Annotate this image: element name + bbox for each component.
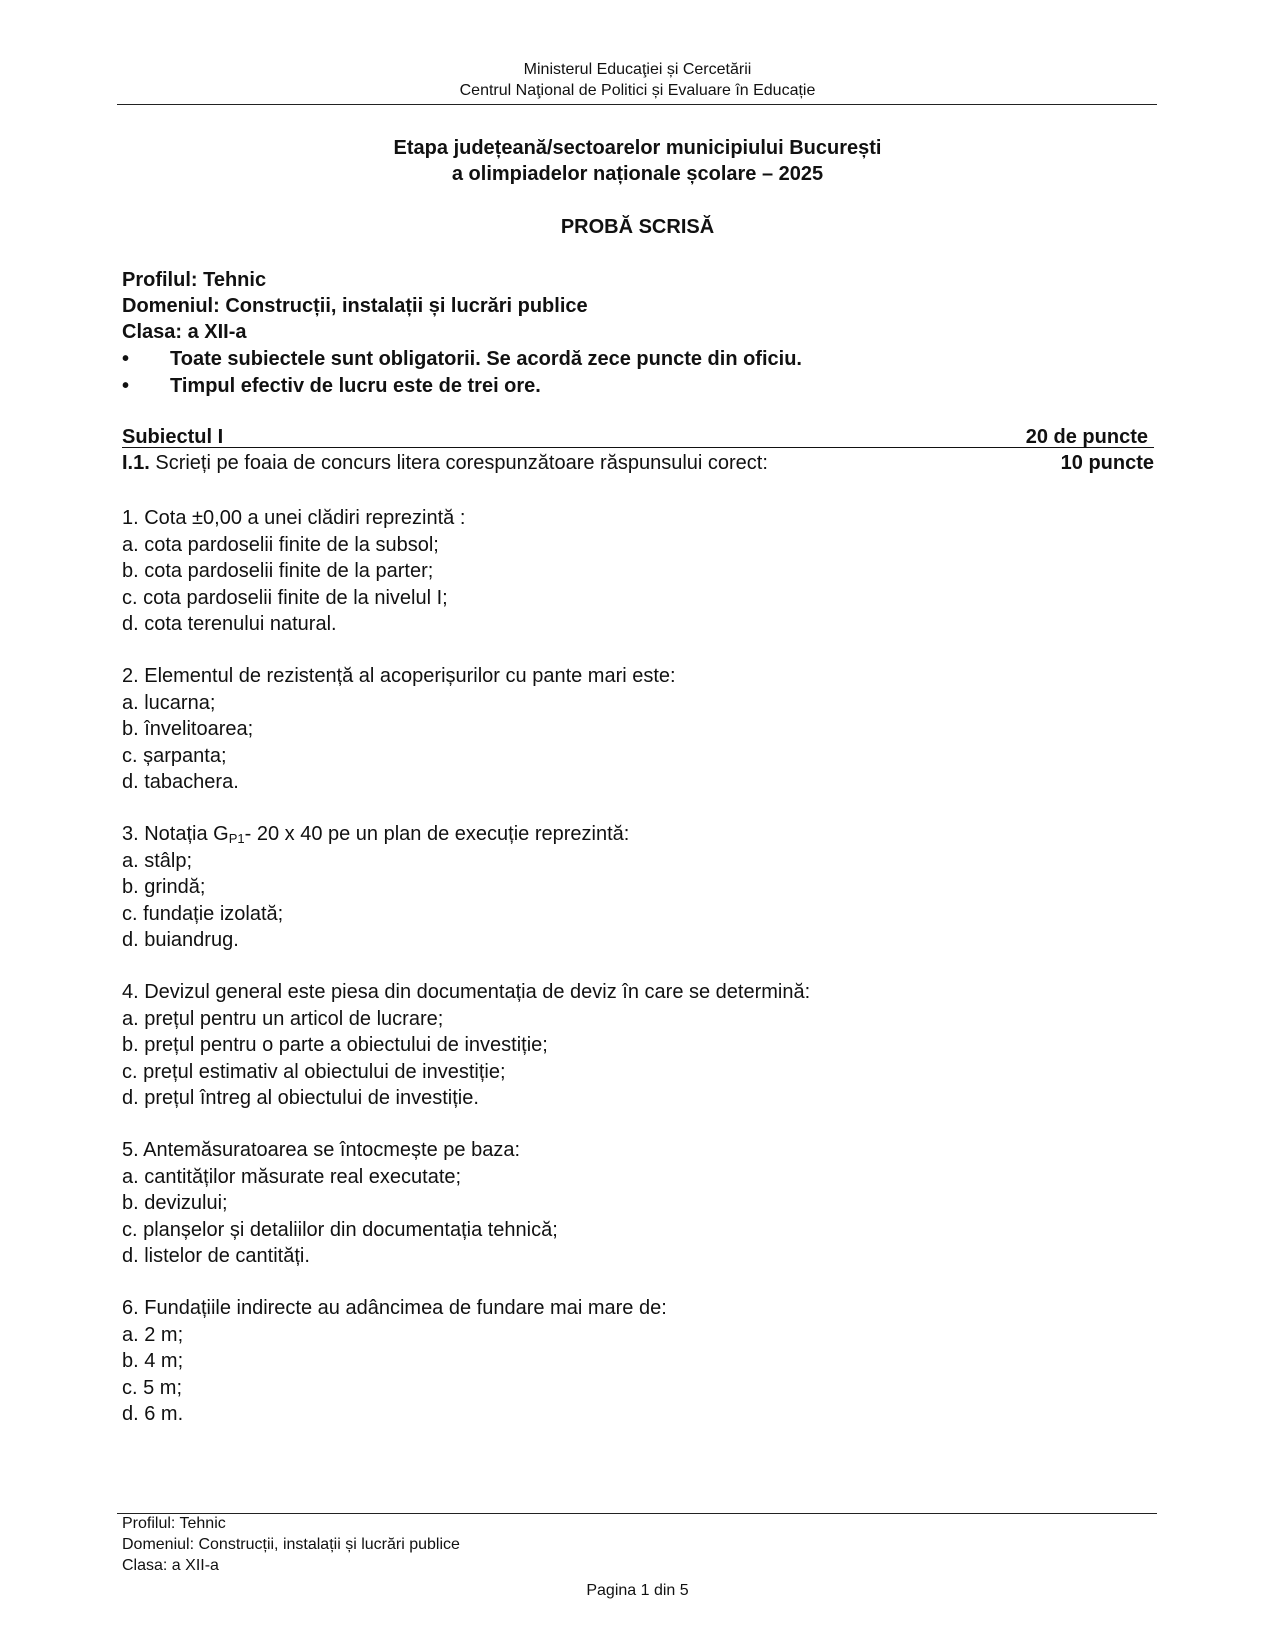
- answer-option: d. prețul întreg al obiectului de investiție.: [122, 1087, 479, 1109]
- bullet-icon: •: [122, 348, 130, 370]
- answer-option: a. stâlp;: [122, 849, 193, 872]
- title-line-2: a olimpiadelor naționale școlare – 2025: [451, 163, 824, 185]
- question-text: 2. Elementul de rezistență al acoperișurilor cu pante mari este:: [122, 665, 676, 687]
- answer-option: b. prețul pentru o parte a obiectului de investiție;: [122, 1034, 548, 1056]
- clasa-label: Clasa: a XII-a: [122, 321, 247, 343]
- footer-clasa: Clasa: a XII-a: [122, 1557, 219, 1574]
- answer-option: a. prețul pentru un articol de lucrare;: [122, 1007, 444, 1030]
- question: [122, 1137, 558, 1270]
- subject-heading: [122, 424, 1154, 450]
- question: [122, 663, 676, 796]
- footer-rule: [117, 1513, 1157, 1514]
- question-text-pre: 3. Notația G: [122, 823, 229, 845]
- answer-option: d. cota terenului natural.: [122, 613, 337, 635]
- question-text: 4. Devizul general este piesa din documentația de deviz în care se determină:: [122, 981, 811, 1003]
- header-rule: [117, 104, 1157, 105]
- item-instruction: [122, 450, 1154, 476]
- answer-option: d. tabachera.: [122, 771, 239, 793]
- answer-option: d. 6 m.: [122, 1403, 184, 1425]
- question-text: 5. Antemăsuratoarea se întocmește pe baza:: [122, 1139, 521, 1161]
- answer-option: c. 5 m;: [122, 1376, 183, 1399]
- question-text-subscript: P1: [228, 831, 245, 846]
- answer-option: a. lucarna;: [122, 691, 216, 714]
- header-center: Centrul Naţional de Politici și Evaluare în Educație: [459, 82, 816, 99]
- title-line-1: Etapa județeană/sectoarelor municipiului București: [393, 137, 882, 159]
- answer-option: b. grindă;: [122, 876, 206, 898]
- domeniu-label: Domeniul: Construcții, instalații și lucrări publice: [122, 295, 588, 317]
- item-text: Scrieți pe foaia de concurs litera corespunzătoare răspunsului corect:: [155, 452, 768, 474]
- footer-domeniu: Domeniul: Construcții, instalații și lucrări publice: [122, 1536, 460, 1553]
- answer-option: d. listelor de cantități.: [122, 1245, 310, 1267]
- answer-option: c. cota pardoselii finite de la nivelul I;: [122, 586, 448, 609]
- answer-option: c. fundație izolată;: [122, 902, 284, 925]
- question-text: 1. Cota ±0,00 a unei clădiri reprezintă :: [122, 507, 466, 529]
- item-points: 10 puncte: [1060, 452, 1154, 474]
- question: [122, 505, 465, 638]
- answer-option: b. devizului;: [122, 1192, 228, 1214]
- question-text: 6. Fundațiile indirecte au adâncimea de fundare mai mare de:: [122, 1297, 667, 1319]
- profil-label: Profilul: Tehnic: [122, 269, 267, 291]
- item-label: I.1.: [122, 452, 150, 474]
- answer-option: c. prețul estimativ al obiectului de investiție;: [122, 1060, 506, 1083]
- instruction-text: Toate subiectele sunt obligatorii. Se acordă zece puncte din oficiu.: [170, 348, 802, 370]
- subject-points: 20 de puncte: [1025, 426, 1148, 448]
- proba-title: PROBĂ SCRISĂ: [560, 216, 715, 238]
- answer-option: c. planșelor și detaliilor din documentația tehnică;: [122, 1218, 558, 1241]
- answer-option: b. cota pardoselii finite de la parter;: [122, 560, 434, 582]
- question-text-post: - 20 x 40 pe un plan de execuție reprezintă:: [244, 823, 630, 845]
- question: [122, 979, 810, 1112]
- answer-option: a. 2 m;: [122, 1323, 184, 1346]
- answer-option: c. șarpanta;: [122, 744, 227, 767]
- header-ministry: Ministerul Educaţiei și Cercetării: [523, 61, 752, 78]
- answer-option: b. 4 m;: [122, 1350, 184, 1372]
- question-text: [122, 821, 629, 848]
- answer-option: d. buiandrug.: [122, 929, 239, 951]
- answer-option: a. cota pardoselii finite de la subsol;: [122, 533, 439, 556]
- answer-option: b. învelitoarea;: [122, 718, 254, 740]
- footer-profil: Profilul: Tehnic: [122, 1515, 226, 1532]
- bullet-icon: •: [122, 375, 130, 397]
- subject-underline: [122, 447, 1154, 448]
- question: [122, 1295, 667, 1428]
- answer-option: a. cantităților măsurate real executate;: [122, 1165, 462, 1188]
- subject-name: Subiectul I: [122, 426, 224, 448]
- page-number: Pagina 1 din 5: [586, 1582, 689, 1599]
- question: [122, 821, 629, 954]
- instruction-text: Timpul efectiv de lucru este de trei ore.: [170, 375, 541, 397]
